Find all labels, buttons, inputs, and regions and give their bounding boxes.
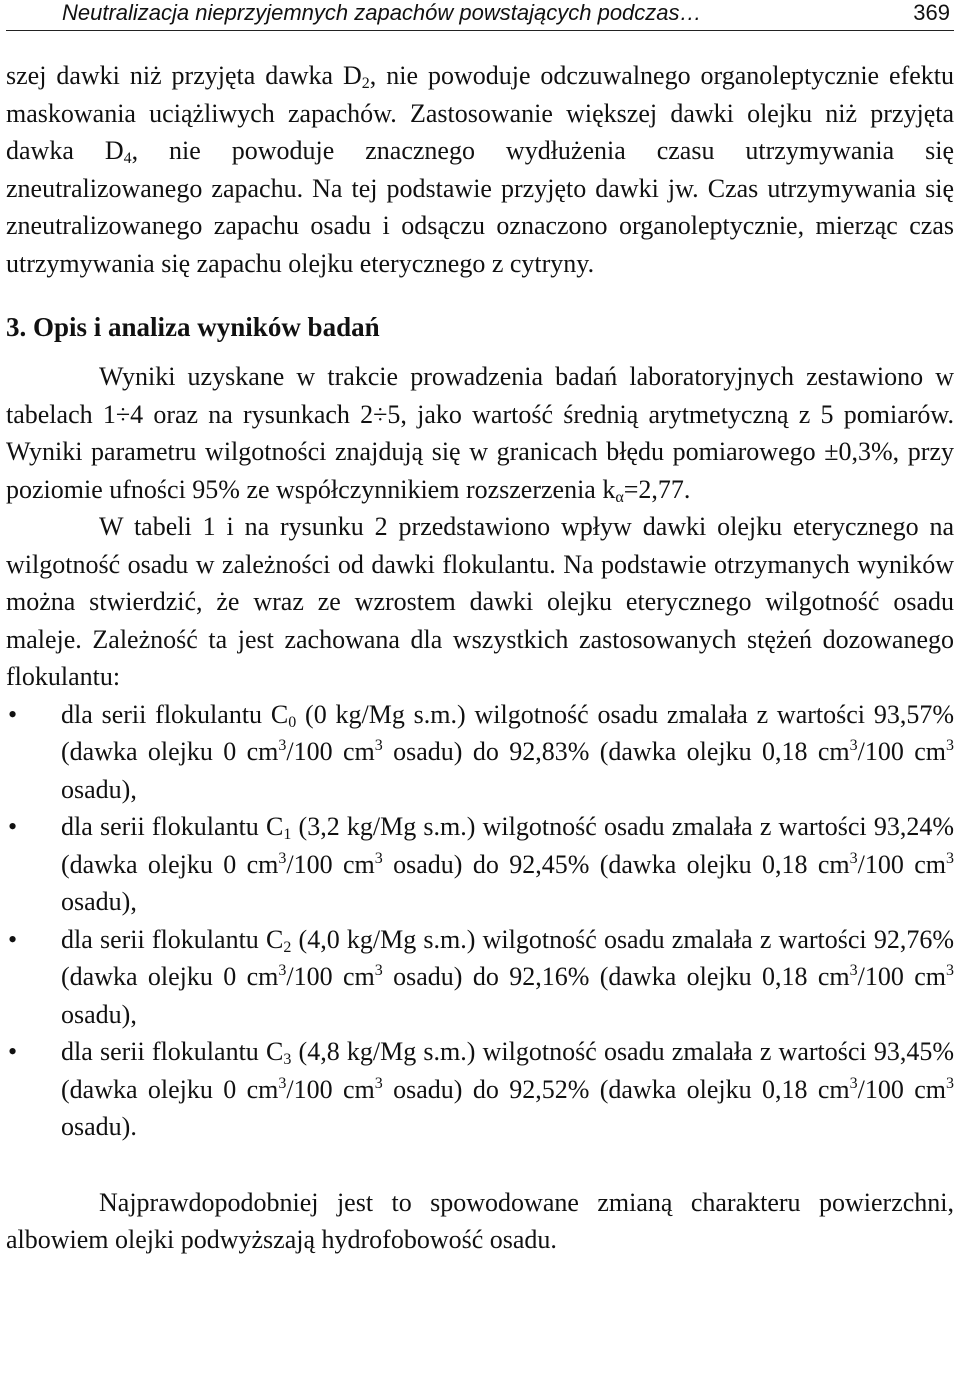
subscript: 2 [283, 938, 292, 956]
paragraph-conclusion: Najprawdopodobniej jest to spowodowane zmianą charakteru powierzchni, albowiem olejki podwyższają hydrofobowość osadu. [6, 1187, 954, 1254]
subscript: α [615, 488, 624, 506]
body-text [6, 57, 954, 1259]
text-run: osadu), [61, 887, 137, 916]
superscript: 3 [946, 1074, 954, 1092]
superscript: 3 [374, 962, 383, 979]
text-run: szej dawki niż przyjęta dawka D [6, 61, 362, 90]
text-run: =2,77. [623, 474, 691, 504]
text-run: /100 cm [286, 737, 375, 766]
superscript: 3 [278, 962, 287, 979]
text-run: , nie powoduje odczuwalnego organoleptycznie efektu maskowania uciążliwych zapachów. Zastosowanie większej dawki olejku niż przyjęta dawka D [6, 61, 954, 165]
superscript: 3 [374, 849, 383, 867]
bullet-icon: • [8, 1037, 18, 1066]
text-run: osadu), [61, 774, 137, 804]
paragraph-intro [6, 57, 954, 282]
superscript: 3 [374, 737, 383, 754]
superscript: 3 [849, 849, 858, 867]
text-run: dla serii flokulantu C [61, 924, 284, 954]
superscript: 3 [849, 1074, 858, 1092]
text-run: , nie powoduje znacznego wydłużenia czasu utrzymywania się zneutralizowanego zapachu. Na tej podstawie przyjęto dawki jw. Czas utrzymywania się zneutralizowanego zapachu osadu i odsączu oznaczono organoleptycznie, mierząc czas utrzymywania się zapachu olejku eterycznego z cytryny. [6, 136, 954, 278]
text-run: (3,2 kg/Mg s.m.) wilgotność osadu zmalała z wartości 93,24% (dawka olejku 0 cm [61, 812, 954, 879]
subscript: 0 [288, 713, 297, 731]
bullet-icon: • [8, 924, 18, 954]
list-item [6, 1033, 954, 1146]
running-header [6, 0, 954, 31]
superscript: 3 [278, 1074, 287, 1092]
subscript: 1 [283, 826, 292, 843]
text-run: dla serii flokulantu C [61, 1037, 284, 1066]
text-run: /100 cm [857, 962, 946, 991]
text-run: osadu) do 92,52% (dawka olejku 0,18 cm [382, 1074, 850, 1104]
text-run: osadu) do 92,16% (dawka olejku 0,18 cm [382, 962, 850, 991]
section-heading: 3. Opis i analiza wyników badań [6, 312, 380, 342]
text-run: osadu) do 92,45% (dawka olejku 0,18 cm [382, 849, 850, 879]
text-run: /100 cm [286, 849, 375, 879]
page-number: 369 [913, 0, 950, 25]
text-run: (0 kg/Mg s.m.) wilgotność osadu zmalała z wartości 93,57% (dawka olejku 0 cm [61, 699, 954, 766]
text-run: dla serii flokulantu C [61, 812, 284, 841]
text-run: /100 cm [857, 849, 946, 879]
superscript: 3 [374, 1074, 383, 1092]
text-run: /100 cm [857, 737, 946, 766]
text-run: dla serii flokulantu C [61, 699, 289, 729]
bullet-icon: • [8, 812, 18, 841]
superscript: 3 [278, 737, 287, 754]
text-run: (4,0 kg/Mg s.m.) wilgotność osadu zmalała z wartości 92,76% (dawka olejku 0 cm [61, 924, 954, 991]
superscript: 3 [946, 849, 954, 867]
list-item [6, 808, 954, 921]
subscript: 3 [283, 1051, 292, 1068]
superscript: 3 [946, 962, 954, 979]
text-run: (4,8 kg/Mg s.m.) wilgotność osadu zmalała z wartości 93,45% (dawka olejku 0 cm [61, 1037, 954, 1104]
text-run: /100 cm [286, 1074, 375, 1104]
text-run: Wyniki uzyskane w trakcie prowadzenia badań laboratoryjnych zestawiono w tabelach 1÷4 oraz na rysunkach 2÷5, jako wartość średnią arytmetyczną z 5 pomiarów. Wyniki parametru wilgotności znajdują się w granicach błędu pomiarowego ±0,3%, przy poziomie ufności 95% ze współczynnikiem rozszerzenia k [6, 362, 954, 504]
superscript: 3 [849, 962, 858, 979]
superscript: 3 [946, 737, 954, 754]
text-run: osadu) do 92,83% (dawka olejku 0,18 cm [382, 737, 850, 766]
bullet-list [6, 696, 954, 1146]
subscript: 2 [361, 75, 370, 92]
paragraph-results [6, 358, 954, 508]
text-run: /100 cm [286, 962, 375, 991]
superscript: 3 [278, 849, 287, 867]
superscript: 3 [849, 737, 858, 754]
text-run: osadu). [61, 1112, 137, 1141]
paragraph-table1: W tabeli 1 i na rysunku 2 przedstawiono wpływ dawki olejku eterycznego na wilgotność osadu w zależności od dawki flokulantu. Na podstawie otrzymanych wyników można stwierdzić, że wraz ze wzrostem dawki olejku eterycznego wilgotność osadu maleje. Zależność ta jest zachowana dla wszystkich zastosowanych stężeń dozowanego flokulantu: [6, 512, 954, 691]
running-title: Neutralizacja nieprzyjemnych zapachów powstających podczas… [62, 0, 702, 25]
list-item [6, 696, 954, 809]
subscript: 4 [123, 150, 132, 167]
text-run: /100 cm [857, 1074, 946, 1104]
bullet-icon: • [8, 699, 18, 729]
list-item [6, 921, 954, 1034]
text-run: osadu), [61, 999, 137, 1029]
